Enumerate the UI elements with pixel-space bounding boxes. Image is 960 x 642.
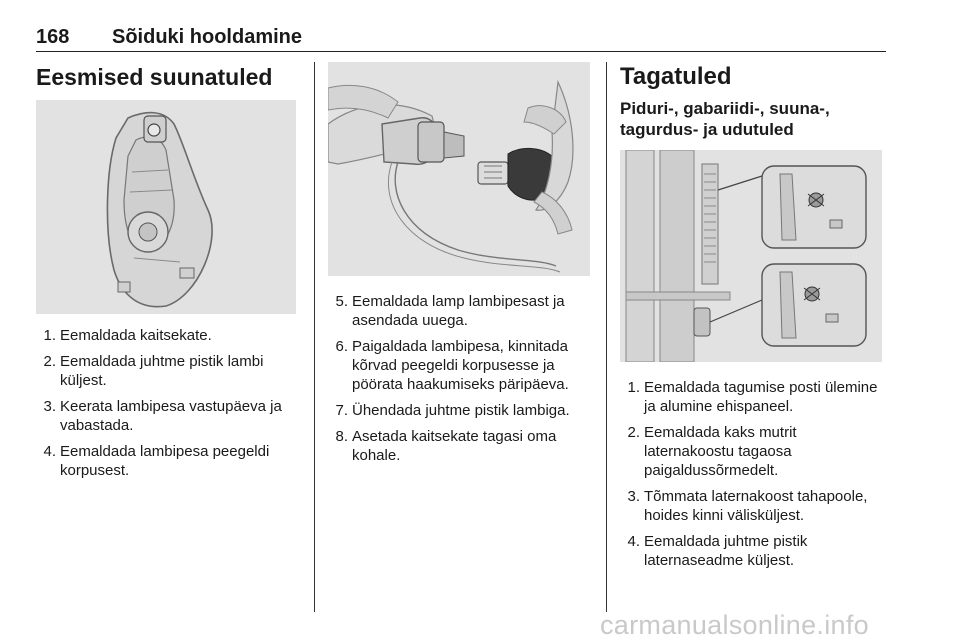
list-item: 7. Ühendada juhtme pistik lambiga. <box>335 402 570 419</box>
list-item: 5. Eemaldada lamp lambipesast ja asendada uuega. <box>335 293 565 329</box>
column-front-indicators <box>36 62 304 487</box>
list-item: 4. Eemaldada juhtme pistik laternaseadme küljest. <box>627 533 808 569</box>
watermark-text: carmanualsonline.info <box>600 610 869 640</box>
column-rear-lights <box>620 62 890 577</box>
front-indicator-steps <box>36 326 304 480</box>
rear-light-steps <box>620 378 890 570</box>
front-lamp-housing-drawing <box>36 100 296 314</box>
bulb-removal-drawing <box>328 62 590 276</box>
list-item: 2. Eemaldada kaks mutrit laternakoostu tagaosa paigaldussõrmedelt. <box>627 424 797 479</box>
bulb-replacement-steps <box>328 292 594 465</box>
list-item: 1. Eemaldada kaitsekate. <box>43 327 212 344</box>
list-item: 6. Paigaldada lambipesa, kinnitada kõrvad peegeldi korpusesse ja pöörata haakumiseks päripäeva. <box>335 338 569 393</box>
list-item: 8. Asetada kaitsekate tagasi oma kohale. <box>335 428 557 464</box>
column-divider-1 <box>314 62 315 612</box>
page-number: 168 <box>36 26 70 48</box>
column-bulb-replacement <box>328 62 594 472</box>
list-item: 3. Tõmmata laternakoost tahapoole, hoides kinni välisküljest. <box>627 488 868 524</box>
subheading-rear-light-types: Piduri-, gabariidi-, suuna-, tagurdus- ja udutuled <box>620 99 830 139</box>
column-divider-2 <box>606 62 607 612</box>
illustration-rear-lamp-mounting <box>620 150 882 362</box>
list-item: 4. Eemaldada lambipesa peegeldi korpusest. <box>43 443 270 479</box>
chapter-title: Sõiduki hooldamine <box>112 26 303 48</box>
section-heading-front-indicators: Eesmised suunatuled <box>36 64 273 90</box>
list-item: 2. Eemaldada juhtme pistik lambi küljest. <box>43 353 264 389</box>
list-item: 3. Keerata lambipesa vastupäeva ja vabastada. <box>43 398 282 434</box>
illustration-bulb-removal <box>328 62 590 276</box>
illustration-front-lamp-housing <box>36 100 296 314</box>
rear-lamp-mounting-drawing <box>620 150 882 362</box>
section-heading-rear-lights: Tagatuled <box>620 63 732 90</box>
page-header <box>36 26 886 52</box>
list-item: 1. Eemaldada tagumise posti ülemine ja alumine ehispaneel. <box>627 379 878 415</box>
